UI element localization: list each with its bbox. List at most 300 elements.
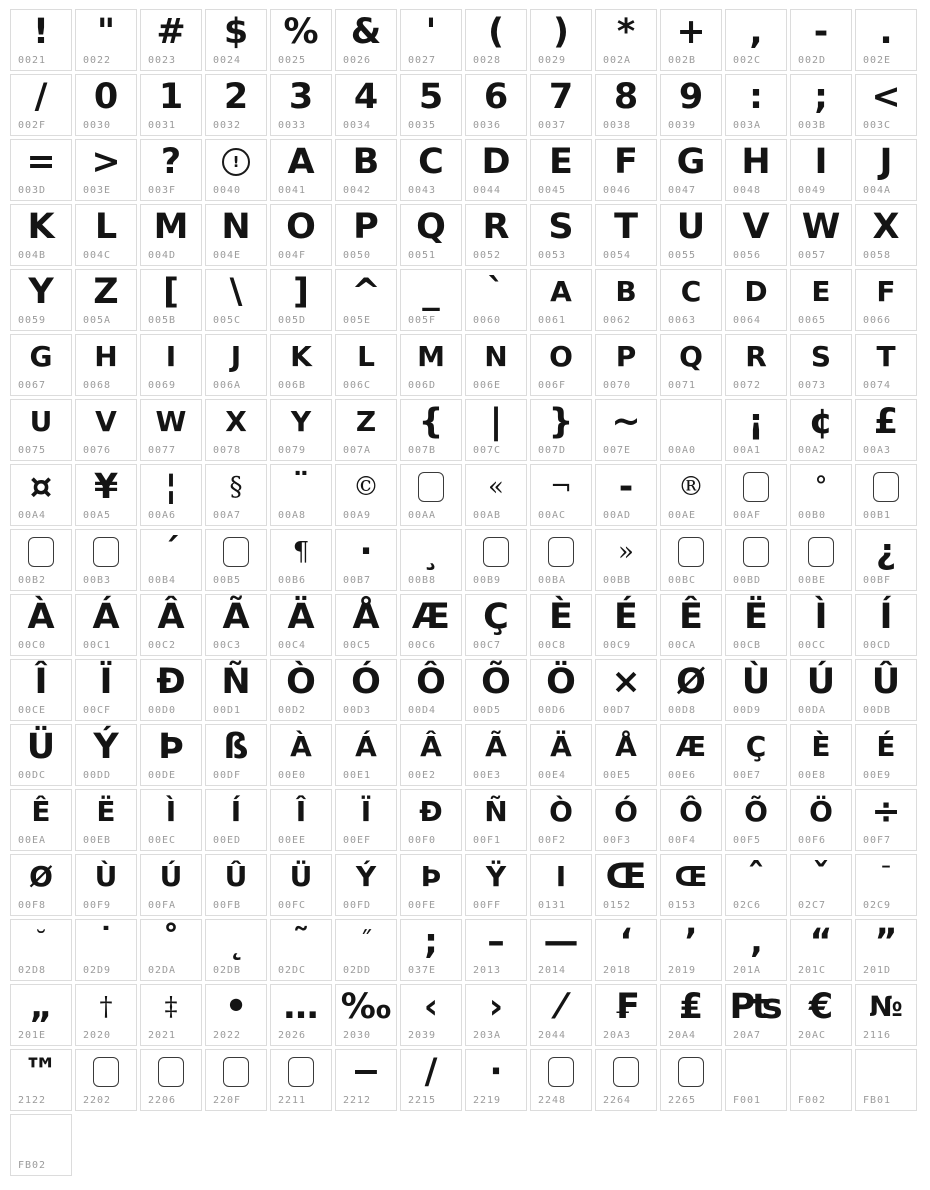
glyph-cell	[465, 204, 527, 266]
glyph-cell	[400, 204, 462, 266]
glyph-cell	[465, 659, 527, 721]
glyph-code-label: 00F3	[603, 835, 632, 846]
glyph: ^	[351, 272, 381, 312]
glyph: Ø	[676, 662, 706, 702]
glyph-code-label: 02D8	[18, 965, 47, 976]
glyph-code-label: 0049	[798, 185, 827, 196]
glyph-cell	[75, 9, 137, 71]
glyph-code-label: 0055	[668, 250, 697, 261]
glyph-cell	[465, 594, 527, 656]
glyph-code-label: 0079	[278, 445, 307, 456]
glyph: V	[742, 207, 770, 247]
glyph-code-label: 201A	[733, 965, 762, 976]
glyph: ~	[611, 402, 641, 442]
glyph-cell	[335, 204, 397, 266]
glyph-cell	[790, 74, 852, 136]
glyph-cell	[855, 464, 917, 526]
glyph: I	[555, 860, 567, 893]
glyph-code-label: 00CE	[18, 705, 47, 716]
glyph: *	[616, 12, 636, 52]
glyph-code-label: 0030	[83, 120, 112, 131]
glyph-cell	[725, 139, 787, 201]
glyph-cell	[140, 919, 202, 981]
glyph-code-label: 0047	[668, 185, 697, 196]
missing-glyph-box	[28, 537, 54, 567]
glyph-code-label: 00E9	[863, 770, 892, 781]
glyph: Ã	[485, 730, 507, 763]
glyph-cell	[400, 919, 462, 981]
glyph-code-label: 00C0	[18, 640, 47, 651]
glyph-cell	[660, 9, 722, 71]
glyph-cell	[140, 74, 202, 136]
glyph: Q	[416, 207, 446, 247]
glyph-code-label: FB01	[863, 1095, 892, 1106]
glyph-cell	[465, 269, 527, 331]
glyph: R	[482, 207, 510, 247]
glyph-code-label: 20A7	[733, 1030, 762, 1041]
glyph: O	[286, 207, 316, 247]
glyph: ”	[874, 922, 898, 962]
glyph-cell	[10, 334, 72, 396]
glyph-cell	[465, 724, 527, 786]
glyph: }	[548, 402, 574, 442]
glyph: T	[614, 207, 638, 247]
glyph-code-label: 00A1	[733, 445, 762, 456]
glyph-code-label: 0051	[408, 250, 437, 261]
glyph-cell	[205, 139, 267, 201]
glyph-code-label: 2202	[83, 1095, 112, 1106]
glyph: {	[418, 402, 444, 442]
glyph-code-label: 0045	[538, 185, 567, 196]
glyph-cell	[75, 204, 137, 266]
glyph-code-label: 0062	[603, 315, 632, 326]
glyph: Ò	[549, 795, 573, 828]
glyph-code-label: 2248	[538, 1095, 567, 1106]
glyph-code-label: 00C2	[148, 640, 177, 651]
glyph: >	[91, 142, 121, 182]
glyph: Ê	[31, 795, 51, 828]
glyph-code-label: 005C	[213, 315, 242, 326]
glyph: À	[290, 730, 312, 763]
glyph-code-label: 007D	[538, 445, 567, 456]
glyph-code-label: 0038	[603, 120, 632, 131]
glyph: ß	[223, 727, 249, 767]
glyph-cell	[270, 919, 332, 981]
glyph-code-label: 0032	[213, 120, 242, 131]
glyph-cell	[335, 399, 397, 461]
glyph-cell	[660, 789, 722, 851]
glyph-code-label: 0023	[148, 55, 177, 66]
glyph-cell	[660, 724, 722, 786]
empty-glyph-slot	[11, 1115, 71, 1159]
glyph-code-label: 00D0	[148, 705, 177, 716]
glyph-cell	[790, 594, 852, 656]
glyph-code-label: 00C7	[473, 640, 502, 651]
glyph-code-label: 2044	[538, 1030, 567, 1041]
glyph: 2	[223, 77, 249, 117]
glyph-cell	[10, 1114, 72, 1176]
glyph-code-label: 0021	[18, 55, 47, 66]
glyph-code-label: 007E	[603, 445, 632, 456]
glyph-cell	[530, 464, 592, 526]
glyph: A	[287, 142, 315, 182]
glyph-cell	[595, 74, 657, 136]
glyph: $	[223, 12, 249, 52]
glyph-cell	[10, 9, 72, 71]
glyph-cell	[335, 1049, 397, 1111]
glyph-code-label: 201E	[18, 1030, 47, 1041]
glyph-cell	[270, 139, 332, 201]
glyph: E	[549, 142, 573, 182]
glyph-code-label: 006C	[343, 380, 372, 391]
glyph-cell	[140, 594, 202, 656]
glyph-code-label: 00F6	[798, 835, 827, 846]
glyph: Ü	[26, 727, 56, 767]
glyph-cell	[855, 529, 917, 591]
glyph-cell	[725, 724, 787, 786]
glyph-cell	[595, 334, 657, 396]
glyph: £	[873, 402, 899, 442]
glyph-cell	[855, 269, 917, 331]
glyph-cell	[75, 529, 137, 591]
glyph-cell	[790, 269, 852, 331]
glyph-code-label: 006E	[473, 380, 502, 391]
glyph-cell	[725, 74, 787, 136]
glyph-cell	[855, 984, 917, 1046]
glyph: I	[165, 340, 177, 373]
glyph-cell	[205, 984, 267, 1046]
glyph-cell	[205, 269, 267, 331]
glyph-cell	[10, 659, 72, 721]
glyph-code-label: 00B6	[278, 575, 307, 586]
glyph-cell	[75, 269, 137, 331]
glyph-cell	[270, 724, 332, 786]
glyph-cell	[140, 529, 202, 591]
glyph: T	[876, 340, 896, 373]
glyph-code-label: 00CF	[83, 705, 112, 716]
glyph-code-label: 0046	[603, 185, 632, 196]
glyph-cell	[205, 529, 267, 591]
glyph: Ò	[286, 662, 316, 702]
glyph-cell	[205, 594, 267, 656]
glyph-code-label: 02DC	[278, 965, 307, 976]
glyph-cell	[855, 9, 917, 71]
glyph-code-label: 0028	[473, 55, 502, 66]
glyph: "	[96, 12, 116, 52]
glyph-code-label: 0025	[278, 55, 307, 66]
glyph: F	[876, 275, 896, 308]
glyph-cell	[790, 919, 852, 981]
glyph: W	[801, 207, 841, 247]
glyph: Û	[871, 662, 901, 702]
glyph-code-label: 00F7	[863, 835, 892, 846]
glyph: +	[676, 12, 706, 52]
glyph: Ã	[222, 597, 250, 637]
glyph-code-label: 00B2	[18, 575, 47, 586]
missing-glyph-box	[548, 1057, 574, 1087]
glyph-code-label: 00B7	[343, 575, 372, 586]
glyph-cell	[660, 984, 722, 1046]
glyph-code-label: 00EE	[278, 835, 307, 846]
glyph-code-label: 004F	[278, 250, 307, 261]
glyph-cell	[530, 74, 592, 136]
glyph-code-label: 004C	[83, 250, 112, 261]
glyph-code-label: 00ED	[213, 835, 242, 846]
missing-glyph-box	[288, 1057, 314, 1087]
glyph-code-label: 00C6	[408, 640, 437, 651]
glyph: F	[614, 142, 638, 182]
glyph-cell	[725, 204, 787, 266]
glyph: Ý	[93, 727, 119, 767]
glyph-cell	[10, 594, 72, 656]
glyph-cell	[595, 399, 657, 461]
glyph-code-label: 0068	[83, 380, 112, 391]
glyph-code-label: 037E	[408, 965, 437, 976]
glyph: C	[418, 142, 444, 182]
glyph: È	[549, 597, 573, 637]
glyph-code-label: 0131	[538, 900, 567, 911]
glyph-cell	[400, 724, 462, 786]
glyph-cell	[335, 594, 397, 656]
glyph: =	[26, 142, 56, 182]
glyph-code-label: 0026	[343, 55, 372, 66]
glyph-code-label: 2211	[278, 1095, 307, 1106]
glyph-cell	[335, 529, 397, 591]
missing-glyph-box	[93, 1057, 119, 1087]
glyph-cell	[855, 854, 917, 916]
glyph-code-label: 0061	[538, 315, 567, 326]
glyph: Û	[224, 860, 248, 893]
glyph-cell	[595, 724, 657, 786]
glyph: Ÿ	[485, 860, 507, 893]
glyph: /	[34, 77, 48, 117]
glyph-code-label: 2212	[343, 1095, 372, 1106]
glyph: Ê	[679, 597, 703, 637]
glyph-cell	[790, 464, 852, 526]
glyph-code-label: 00D6	[538, 705, 567, 716]
glyph-cell	[400, 594, 462, 656]
glyph-cell	[595, 594, 657, 656]
glyph: Ö	[546, 662, 576, 702]
glyph: ´	[162, 532, 180, 572]
glyph: ˝	[359, 927, 373, 957]
glyph-cell	[75, 399, 137, 461]
glyph-cell	[10, 854, 72, 916]
glyph-code-label: 002F	[18, 120, 47, 131]
glyph-code-label: 2020	[83, 1030, 112, 1041]
glyph-cell	[465, 984, 527, 1046]
glyph-code-label: 002E	[863, 55, 892, 66]
glyph: ˚	[162, 922, 180, 962]
glyph-code-label: 00DE	[148, 770, 177, 781]
glyph: 5	[418, 77, 444, 117]
glyph: ˜	[292, 922, 310, 962]
glyph: J	[230, 340, 242, 373]
glyph-code-label: 00BA	[538, 575, 567, 586]
glyph-code-label: 00B1	[863, 510, 892, 521]
glyph-cell	[530, 269, 592, 331]
glyph-cell	[75, 854, 137, 916]
glyph: <	[871, 77, 901, 117]
glyph-cell	[270, 74, 332, 136]
glyph: G	[676, 142, 706, 182]
glyph-code-label: 201C	[798, 965, 827, 976]
glyph-cell	[595, 9, 657, 71]
glyph: Œ	[674, 860, 708, 893]
glyph-cell	[465, 139, 527, 201]
glyph: [	[163, 272, 179, 312]
glyph-cell	[530, 334, 592, 396]
glyph-cell	[725, 594, 787, 656]
glyph: Ù	[94, 860, 118, 893]
glyph-code-label: 0053	[538, 250, 567, 261]
glyph-code-label: 00F0	[408, 835, 437, 846]
glyph: «	[488, 472, 504, 502]
glyph-code-label: 0040	[213, 185, 242, 196]
glyph-code-label: 2022	[213, 1030, 242, 1041]
glyph-code-label: 0037	[538, 120, 567, 131]
glyph-cell	[595, 269, 657, 331]
glyph-code-label: 00BF	[863, 575, 892, 586]
missing-glyph-box	[223, 537, 249, 567]
glyph: J	[879, 142, 893, 182]
glyph-code-label: 00E7	[733, 770, 762, 781]
glyph: H	[741, 142, 771, 182]
glyph-code-label: 002D	[798, 55, 827, 66]
glyph: ¡	[748, 402, 764, 442]
missing-glyph-box	[613, 1057, 639, 1087]
glyph-code-label: 00B9	[473, 575, 502, 586]
glyph-cell	[335, 139, 397, 201]
glyph-cell	[725, 269, 787, 331]
glyph-code-label: 00E0	[278, 770, 307, 781]
glyph: Õ	[481, 662, 511, 702]
glyph-code-label: 00D4	[408, 705, 437, 716]
glyph-cell	[790, 984, 852, 1046]
glyph-cell	[465, 399, 527, 461]
glyph-code-label: FB02	[18, 1160, 47, 1171]
glyph: S	[548, 207, 574, 247]
glyph-code-label: 00AC	[538, 510, 567, 521]
glyph-code-label: 0024	[213, 55, 242, 66]
glyph-code-label: 0071	[668, 380, 697, 391]
glyph: Ñ	[221, 662, 251, 702]
glyph-cell	[400, 789, 462, 851]
glyph-cell	[595, 854, 657, 916]
glyph: Ç	[483, 597, 509, 637]
glyph-cell	[270, 789, 332, 851]
glyph-cell	[595, 659, 657, 721]
glyph-cell	[855, 789, 917, 851]
glyph-cell	[855, 399, 917, 461]
glyph: ’	[684, 922, 698, 962]
glyph-code-label: 00FE	[408, 900, 437, 911]
glyph-cell	[75, 984, 137, 1046]
missing-glyph-box	[743, 537, 769, 567]
glyph: Y	[290, 405, 312, 438]
glyph-cell	[400, 269, 462, 331]
glyph-code-label: 0057	[798, 250, 827, 261]
glyph-code-label: 00BB	[603, 575, 632, 586]
glyph-code-label: 2030	[343, 1030, 372, 1041]
glyph-code-label: 005D	[278, 315, 307, 326]
glyph-code-label: 2219	[473, 1095, 502, 1106]
glyph: Ú	[806, 662, 836, 702]
glyph-code-label: 0069	[148, 380, 177, 391]
glyph: M	[153, 207, 189, 247]
glyph-cell	[595, 204, 657, 266]
glyph-code-label: 00B4	[148, 575, 177, 586]
glyph-cell	[10, 984, 72, 1046]
glyph: Î	[295, 795, 307, 828]
glyph-cell	[530, 204, 592, 266]
glyph: Å	[352, 597, 380, 637]
glyph-code-label: 00E1	[343, 770, 372, 781]
glyph-cell	[75, 724, 137, 786]
glyph-cell	[530, 529, 592, 591]
glyph-code-label: 0075	[18, 445, 47, 456]
glyph-code-label: 203A	[473, 1030, 502, 1041]
glyph: Õ	[744, 795, 768, 828]
glyph-cell	[400, 139, 462, 201]
glyph-code-label: 0076	[83, 445, 112, 456]
glyph: Q	[679, 340, 703, 373]
glyph: ×	[611, 662, 641, 702]
glyph-code-label: 00AF	[733, 510, 762, 521]
glyph-cell	[595, 984, 657, 1046]
glyph: –	[487, 922, 505, 962]
glyph-cell	[140, 659, 202, 721]
glyph-code-label: 0072	[733, 380, 762, 391]
glyph-code-label: 00D1	[213, 705, 242, 716]
glyph-code-label: 2039	[408, 1030, 437, 1041]
glyph: ¿	[875, 532, 897, 572]
glyph-code-label: 00D8	[668, 705, 697, 716]
glyph: ‚	[749, 922, 763, 962]
glyph: L	[94, 207, 118, 247]
glyph: ;	[424, 922, 438, 962]
glyph-code-label: 20AC	[798, 1030, 827, 1041]
glyph-cell	[855, 724, 917, 786]
glyph: Â	[420, 730, 442, 763]
glyph: V	[95, 405, 117, 438]
glyph-code-label: 00FF	[473, 900, 502, 911]
glyph-cell	[205, 334, 267, 396]
glyph-cell	[660, 1049, 722, 1111]
glyph-cell	[75, 74, 137, 136]
glyph: _	[422, 272, 440, 312]
glyph: Œ	[605, 857, 647, 897]
missing-glyph-box	[808, 537, 834, 567]
glyph: C	[680, 275, 702, 308]
glyph-cell	[660, 204, 722, 266]
glyph-cell	[140, 464, 202, 526]
missing-glyph-box	[743, 472, 769, 502]
glyph: …	[283, 987, 319, 1027]
glyph-code-label: 00C4	[278, 640, 307, 651]
glyph-code-label: 00B8	[408, 575, 437, 586]
glyph-code-label: 00F4	[668, 835, 697, 846]
glyph-code-label: 00D3	[343, 705, 372, 716]
glyph: Ü	[289, 860, 313, 893]
glyph-cell	[530, 659, 592, 721]
glyph-code-label: 2215	[408, 1095, 437, 1106]
glyph: X	[872, 207, 900, 247]
glyph: È	[811, 730, 831, 763]
glyph: N	[484, 340, 508, 373]
glyph-code-label: 2265	[668, 1095, 697, 1106]
glyph: Z	[93, 272, 119, 312]
